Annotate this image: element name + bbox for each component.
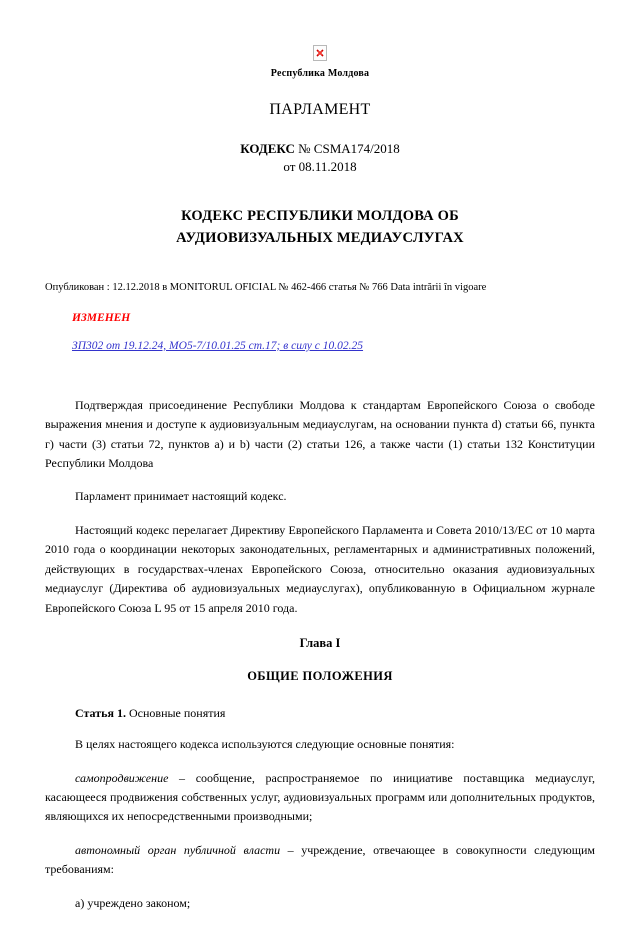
article-title: Основные понятия — [128, 706, 226, 721]
broken-image-icon — [313, 45, 327, 61]
preamble-paragraph-3: Настоящий кодекс перелагает Директиву Европейского Парламента и Совета 2010/13/ЕС от 10 марта 2010 года о координации некоторых законодательных, регламентарных и административных положений, действующих в государствах-членах Европейского Союза, относительно оказания аудиовизуальных медиауслуг (Директива об аудиовизуальных медиауслугах), опубликованную в Официальном журнале Европейского Союза L 95 от 15 апреля 2010 года. — [45, 522, 595, 615]
definition-body: – учреждение, отвечающее в совокупности следующим требованиям: — [45, 842, 595, 877]
definition-item — [45, 841, 595, 880]
definition-item — [45, 769, 595, 827]
publication-line: Опубликован : 12.12.2018 в MONITORUL OFICIAL № 462-466 статья № 766 Data intrării în vigoare — [45, 281, 487, 293]
country-heading: Республика Молдова — [270, 68, 370, 79]
code-label: КОДЕКС — [240, 141, 295, 156]
code-number-line — [45, 141, 595, 157]
page-title-line-2: АУДИОВИЗУАЛЬНЫХ МЕДИАУСЛУГАХ — [176, 230, 464, 247]
article-intro: В целях настоящего кодекса используются следующие основные понятия: — [75, 737, 455, 752]
chapter-title: ОБЩИЕ ПОЛОЖЕНИЯ — [247, 669, 393, 684]
institution-heading: ПАРЛАМЕНТ — [269, 101, 371, 118]
preamble-paragraph-1: Подтверждая присоединение Республики Молдова к стандартам Европейского Союза о свободе выражения мнения и доступе к аудиовизуальным медиауслугам, на основании пункта d) статьи 66, пункта г) части (3) статьи 72, пунктов a) и b) части (2) статьи 126, а также части (1) статьи 132 Конституции Республики Молдова — [45, 397, 595, 470]
amendment-link[interactable]: ЗП302 от 19.12.24, МО5-7/10.01.25 ст.17; в силу с 10.02.25 — [72, 339, 364, 352]
amendment-link-row — [45, 340, 595, 352]
definition-term: самопродвижение — [75, 770, 169, 785]
definition-term: автономный орган публичной власти — [75, 842, 281, 857]
definition-body: – сообщение, распространяемое по инициативе поставщика медиауслуг, касающееся продвижения собственных услуг, аудиовизуальных программ или дополнительных продуктов, являющихся их непосредственными производными; — [45, 770, 595, 824]
article-number: Статья 1. — [75, 706, 126, 721]
list-item: а) учреждено законом; — [75, 895, 191, 910]
preamble-paragraph-2: Парламент принимает настоящий кодекс. — [75, 489, 287, 504]
page-title-line-1: КОДЕКС РЕСПУБЛИКИ МОЛДОВА ОБ — [181, 208, 459, 224]
chapter-number: Глава I — [299, 636, 341, 651]
code-number: № CSMA174/2018 — [298, 141, 400, 156]
article-heading — [45, 706, 595, 721]
amended-status-badge: ИЗМЕНЕН — [72, 311, 131, 324]
emblem-container — [45, 44, 595, 62]
page-title — [45, 205, 595, 250]
code-date: от 08.11.2018 — [283, 159, 357, 174]
